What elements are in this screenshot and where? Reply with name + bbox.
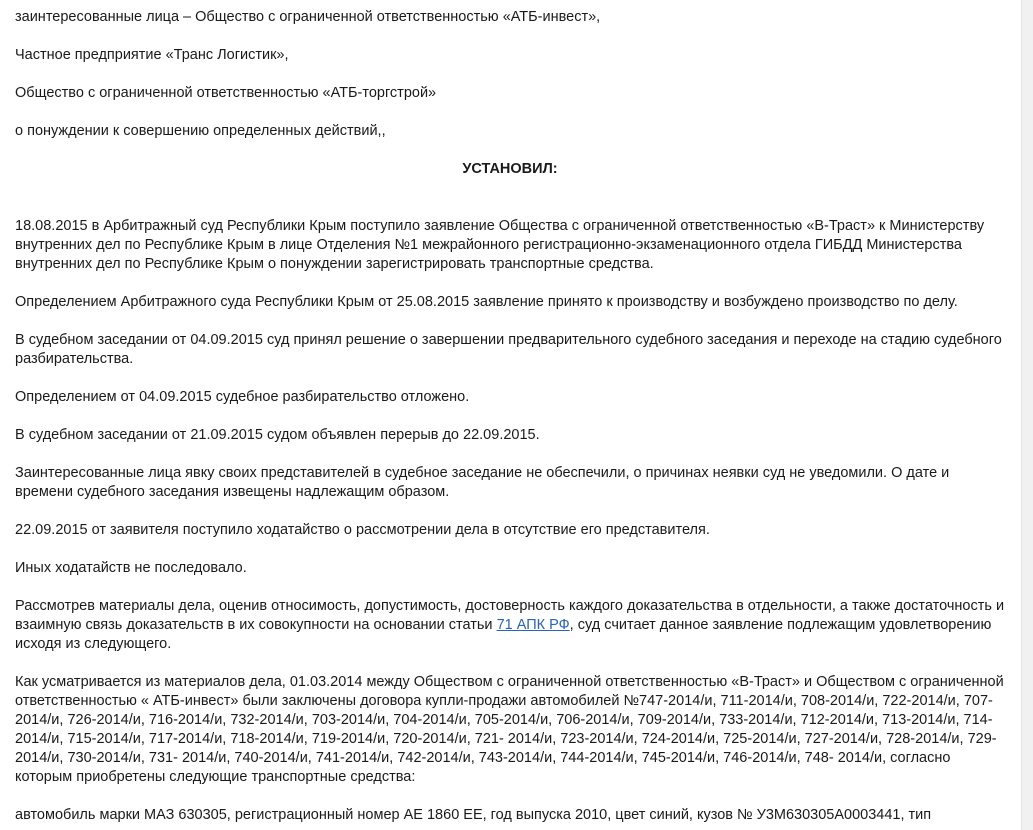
paragraph-no-other-motions: Иных ходатайств не последовало. bbox=[15, 560, 247, 576]
paragraph-absence: Заинтересованные лица явку своих представителей в судебное заседание не обеспечили, о причинах неявки суд не уведомили. О дате и времени судебного заседания извещены надлежащим образом. bbox=[15, 465, 950, 500]
paragraph-acceptance: Определением Арбитражного суда Республики Крым от 25.08.2015 заявление принято к производству и возбуждено производство по делу. bbox=[15, 294, 958, 310]
paragraph-preliminary-hearing: В судебном заседании от 04.09.2015 суд принял решение о завершении предварительного судебного заседания и переходе на стадию судебного разбирательства. bbox=[15, 332, 1002, 367]
paragraph-evaluation bbox=[15, 597, 1005, 654]
paragraph-filing: 18.08.2015 в Арбитражный суд Республики Крым поступило заявление Общества с ограниченной ответственностью «В-Траст» к Министерству внутренних дел по Республике Крым в лице Отделения №1 межрайонного регистрационно-экзаменационного отдела ГИБДД Министерства внутренних дел по Республике Крым о понуждении зарегистрировать транспортные средства. bbox=[15, 218, 985, 272]
vehicle-description: автомобиль марки МАЗ 630305, регистрационный номер АЕ 1860 ЕЕ, год выпуска 2010, цвет синий, кузов № У3М630305А0003441, тип bbox=[15, 807, 932, 823]
document-body bbox=[15, 8, 1005, 825]
law-article-link[interactable]: 71 АПК РФ bbox=[496, 617, 570, 633]
paragraph-postponement: Определением от 04.09.2015 судебное разбирательство отложено. bbox=[15, 389, 470, 405]
evaluation-text-after: , суд считает данное заявление подлежащим удовлетворению исходя из следующего. bbox=[15, 617, 992, 652]
party-line-atb-invest: заинтересованные лица – Общество с ограниченной ответственностью «АТБ-инвест», bbox=[15, 9, 601, 25]
section-heading: УСТАНОВИЛ: bbox=[462, 161, 558, 177]
paragraph-motion: 22.09.2015 от заявителя поступило ходатайство о рассмотрении дела в отсутствие его представителя. bbox=[15, 522, 710, 538]
party-line-trans-logistik: Частное предприятие «Транс Логистик», bbox=[15, 47, 289, 63]
case-subject-line: о понуждении к совершению определенных действий,, bbox=[15, 123, 386, 139]
vertical-scrollbar[interactable] bbox=[1021, 0, 1033, 830]
paragraph-contracts: Как усматривается из материалов дела, 01.03.2014 между Обществом с ограниченной ответственностью «В-Траст» и Обществом с ограниченной ответственностью « АТБ-инвест» были заключены договора купли-продажи автомобилей №747-2014/и, 711-2014/и, 708-2014/и, 722-2014/и, 707-2014/и, 726-2014/и, 716-2014/и, 732-2014/и, 703-2014/и, 704-2014/и, 705-2014/и, 706-2014/и, 709-2014/и, 733-2014/и, 712-2014/и, 713-2014/и, 714-2014/и, 715-2014/и, 717-2014/и, 718-2014/и, 719-2014/и, 720-2014/и, 721- 2014/и, 723-2014/и, 724-2014/и, 725-2014/и, 727-2014/и, 728-2014/и, 729-2014/и, 730-2014/и, 731- 2014/и, 740-2014/и, 741-2014/и, 742-2014/и, 743-2014/и, 744-2014/и, 745-2014/и, 746-2014/и, 748- 2014/и, согласно которым приобретены следующие транспортные средства: bbox=[15, 674, 1004, 785]
paragraph-recess: В судебном заседании от 21.09.2015 судом объявлен перерыв до 22.09.2015. bbox=[15, 427, 540, 443]
evaluation-text-before: Рассмотрев материалы дела, оценив относимость, допустимость, достоверность каждого доказательства в отдельности, а также достаточность и взаимную связь доказательств в их совокупности на основании статьи bbox=[15, 598, 1005, 633]
party-line-atb-torgstroy: Общество с ограниченной ответственностью «АТБ-торгстрой» bbox=[15, 85, 437, 101]
